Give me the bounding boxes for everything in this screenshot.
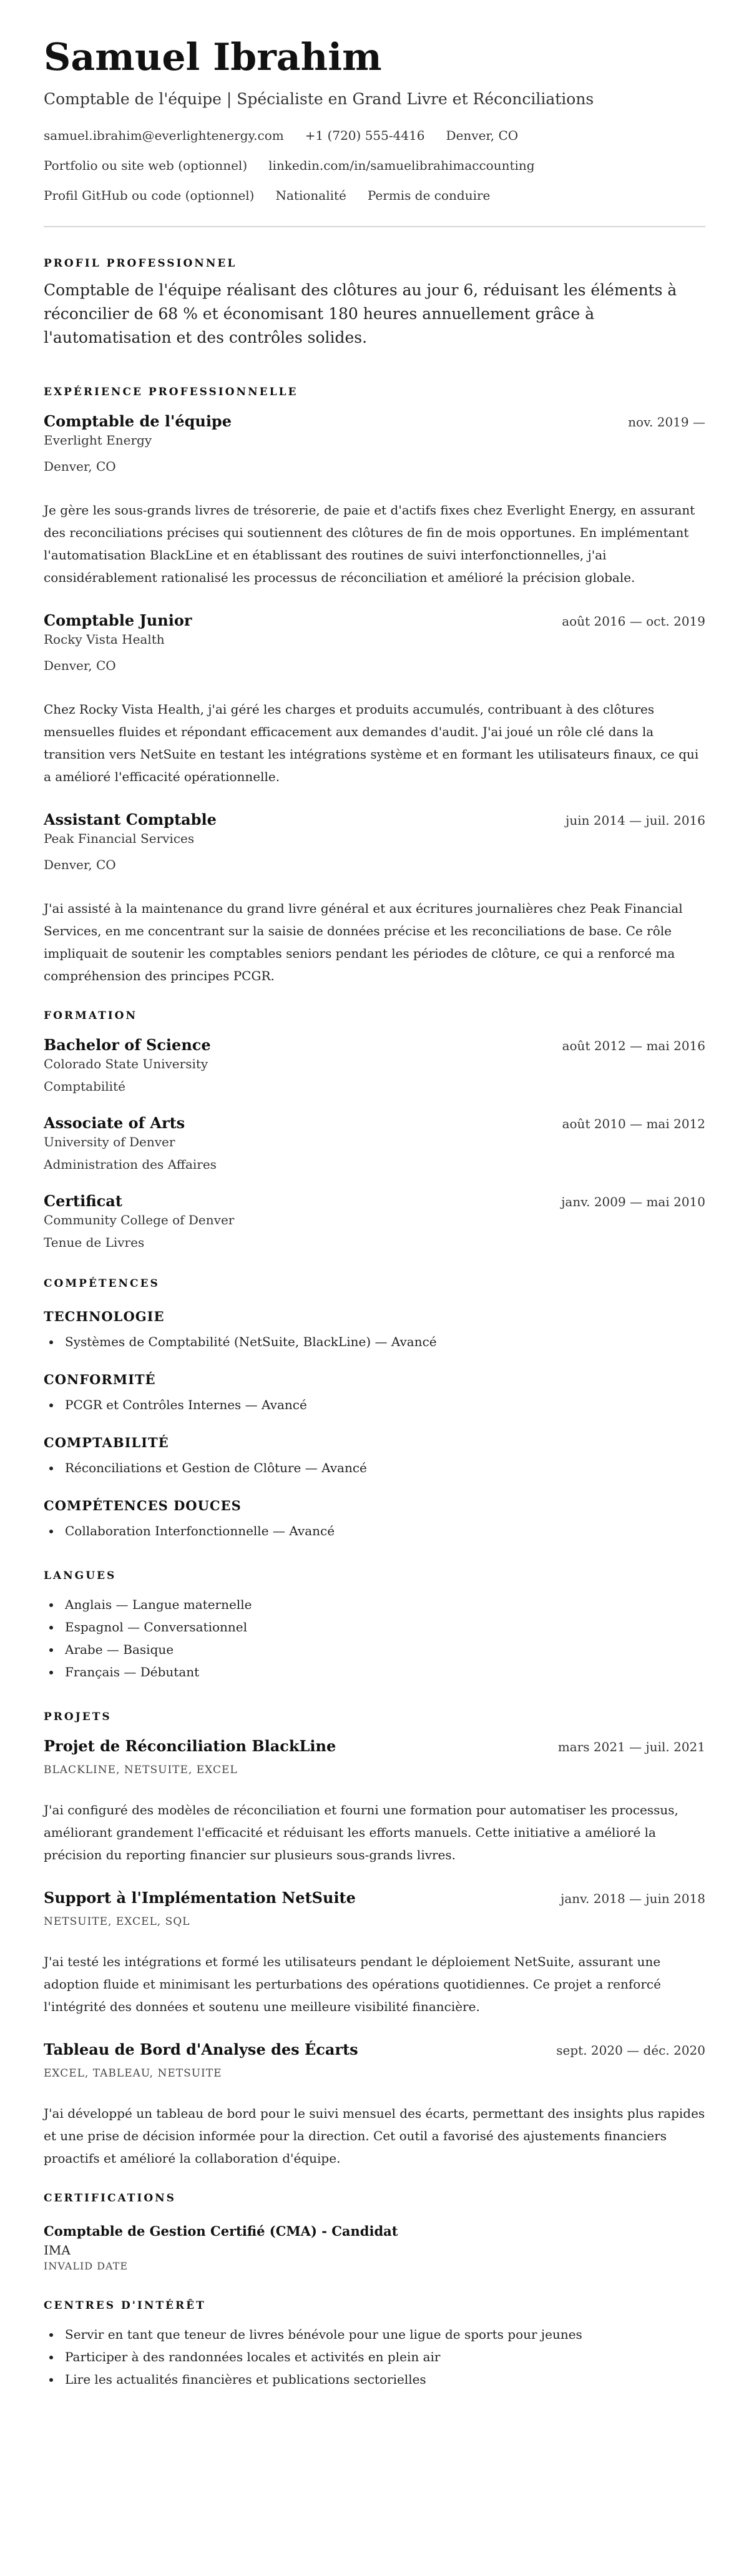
contact-row	[44, 126, 705, 145]
job-title: Assistant Comptable	[44, 810, 217, 828]
location-text: Denver, CO	[446, 128, 519, 143]
section-title: CENTRES D'INTÉRÊT	[44, 2299, 206, 2312]
section-title: PROFIL PROFESSIONNEL	[44, 257, 237, 270]
candidate-headline: Comptable de l'équipe | Spécialiste en Grand Livre et Réconciliations	[44, 90, 594, 108]
projects-section	[44, 1711, 705, 2170]
skill-item: • PCGR et Contrôles Internes — Avancé	[61, 1394, 705, 1416]
nationality-text: Nationalité	[275, 188, 346, 203]
license-text: Permis de conduire	[367, 188, 491, 203]
interests-section	[44, 2299, 705, 2391]
section-title: EXPÉRIENCE PROFESSIONNELLE	[44, 386, 298, 398]
project-tech: NETSUITE, EXCEL, SQL	[44, 1915, 190, 1928]
project-dates: janv. 2018 — juin 2018	[561, 1891, 705, 1906]
project-name: Support à l'Implémentation NetSuite	[44, 1889, 356, 1907]
project-tech: EXCEL, TABLEAU, NETSUITE	[44, 2067, 222, 2080]
school-name: University of Denver	[44, 1134, 175, 1149]
degree-title: Bachelor of Science	[44, 1036, 211, 1054]
skill-category-title: TECHNOLOGIE	[44, 1309, 165, 1324]
email-link[interactable]: samuel.ibrahim@everlightenergy.com	[44, 128, 284, 143]
skill-item: • Collaboration Interfonctionnelle — Avancé	[61, 1520, 705, 1542]
education-entry	[44, 1192, 705, 1252]
project-description: J'ai configuré des modèles de réconciliation et fourni une formation pour automatiser les processus, améliorant grandement l'efficacité et réduisant les efforts manuels. Cette initiative a amélioré la précision du reporting financier sur plusieurs sous-grands livres.	[44, 1802, 678, 1862]
skill-list	[44, 1457, 705, 1479]
links-row	[44, 156, 705, 175]
job-dates: nov. 2019 —	[628, 415, 705, 430]
job-description: J'ai assisté à la maintenance du grand livre général et aux écritures journalières chez Peak Financial Services, en me concentrant sur la saisie de données précise et les reconciliations de base. Ce rôle impliquait de soutenir les comptables seniors pendant les périodes de clôture, ce qui a renforcé ma compréhension des principes PCGR.	[44, 901, 683, 983]
project-name: Tableau de Bord d'Analyse des Écarts	[44, 2040, 358, 2058]
study-field: Comptabilité	[44, 1079, 125, 1094]
project-name: Projet de Réconciliation BlackLine	[44, 1737, 336, 1755]
section-title: LANGUES	[44, 1570, 117, 1582]
school-name: Community College of Denver	[44, 1212, 235, 1227]
portfolio-link[interactable]: Portfolio ou site web (optionnel)	[44, 158, 248, 173]
experience-entry	[44, 611, 705, 788]
job-location: Denver, CO	[44, 857, 116, 872]
school-name: Colorado State University	[44, 1056, 208, 1071]
company-name: Peak Financial Services	[44, 831, 195, 846]
job-dates: août 2016 — oct. 2019	[562, 614, 705, 629]
phone-text: +1 (720) 555-4416	[305, 128, 425, 143]
interest-item: • Servir en tant que teneur de livres bénévole pour une ligue de sports pour jeunes	[61, 2323, 705, 2346]
certifications-section	[44, 2192, 705, 2272]
language-item: • Espagnol — Conversationnel	[61, 1616, 705, 1638]
skill-item: • Réconciliations et Gestion de Clôture — Avancé	[61, 1457, 705, 1479]
job-title: Comptable de l'équipe	[44, 412, 232, 430]
extra-info-row	[44, 186, 705, 205]
header-divider	[44, 226, 705, 227]
project-description: J'ai développé un tableau de bord pour le suivi mensuel des écarts, permettant des insights plus rapides et une prise de décision informée pour la direction. Cet outil a favorisé des ajustements financiers proactifs et amélioré la collaboration d'équipe.	[44, 2106, 705, 2166]
project-description: J'ai testé les intégrations et formé les utilisateurs pendant le déploiement NetSuite, assurant une adoption fluide et minimisant les perturbations des opérations quotidiennes. Ce projet a renforcé l'intégrité des données et soutenu une meilleure visibilité financière.	[44, 1954, 661, 2014]
project-entry	[44, 2040, 705, 2170]
interest-item: • Lire les actualités financières et publications sectorielles	[61, 2368, 705, 2391]
skill-list	[44, 1520, 705, 1542]
certification-issuer: IMA	[44, 2243, 71, 2258]
company-name: Rocky Vista Health	[44, 632, 165, 647]
experience-section	[44, 386, 705, 987]
company-name: Everlight Energy	[44, 433, 152, 448]
job-description: Je gère les sous-grands livres de trésorerie, de paie et d'actifs fixes chez Everlight Energy, en assurant des reconciliations précises qui soutiennent des clôtures de fin de mois opportunes. En implémentant l'automatisation BlackLine et en établissant des routines de suivi interfonctionnelles, j'ai considérablement rationalisé les processus de réconciliation et amélioré la précision globale.	[44, 503, 695, 585]
profile-section	[44, 257, 705, 350]
project-entry	[44, 1737, 705, 1866]
project-dates: sept. 2020 — déc. 2020	[556, 2043, 705, 2058]
skill-list	[44, 1330, 705, 1353]
study-field: Administration des Affaires	[44, 1157, 217, 1172]
profile-summary: Comptable de l'équipe réalisant des clôtures au jour 6, réduisant les éléments à réconcilier de 68 % et économisant 180 heures annuellement grâce à l'automatisation et des contrôles solides.	[44, 281, 677, 347]
skill-item: • Systèmes de Comptabilité (NetSuite, BlackLine) — Avancé	[61, 1330, 705, 1353]
skills-section	[44, 1277, 705, 1542]
certification-date: INVALID DATE	[44, 2260, 129, 2272]
github-link[interactable]: Profil GitHub ou code (optionnel)	[44, 188, 255, 203]
section-title: CERTIFICATIONS	[44, 2192, 176, 2205]
experience-entry	[44, 412, 705, 589]
languages-section	[44, 1570, 705, 1683]
degree-title: Certificat	[44, 1192, 122, 1210]
project-entry	[44, 1889, 705, 2018]
language-list	[44, 1593, 705, 1683]
language-item: • Français — Débutant	[61, 1661, 705, 1683]
skill-category-title: CONFORMITÉ	[44, 1372, 156, 1387]
job-dates: juin 2014 — juil. 2016	[565, 813, 705, 828]
project-tech: BLACKLINE, NETSUITE, EXCEL	[44, 1764, 238, 1776]
section-title: PROJETS	[44, 1711, 112, 1723]
degree-title: Associate of Arts	[44, 1114, 185, 1132]
job-title: Comptable Junior	[44, 611, 192, 629]
language-item: • Arabe — Basique	[61, 1638, 705, 1661]
study-field: Tenue de Livres	[44, 1235, 145, 1250]
education-section	[44, 1010, 705, 1252]
section-title: COMPÉTENCES	[44, 1277, 160, 1290]
job-location: Denver, CO	[44, 459, 116, 474]
section-title: FORMATION	[44, 1010, 138, 1022]
linkedin-link[interactable]: linkedin.com/in/samuelibrahimaccounting	[268, 158, 535, 173]
language-item: • Anglais — Langue maternelle	[61, 1593, 705, 1616]
education-entry	[44, 1114, 705, 1174]
interest-list	[44, 2323, 705, 2391]
experience-entry	[44, 810, 705, 987]
certification-name: Comptable de Gestion Certifié (CMA) - Candidat	[44, 2223, 398, 2239]
education-dates: août 2012 — mai 2016	[562, 1038, 705, 1053]
interest-item: • Participer à des randonnées locales et activités en plein air	[61, 2346, 705, 2368]
education-dates: janv. 2009 — mai 2010	[561, 1194, 705, 1209]
job-description: Chez Rocky Vista Health, j'ai géré les charges et produits accumulés, contribuant à des clôtures mensuelles fluides et répondant efficacement aux demandes d'audit. J'ai joué un rôle clé dans la transition vers NetSuite en testant les intégrations système et en formant les utilisateurs finaux, ce qui a amélioré l'efficacité opérationnelle.	[44, 702, 699, 784]
candidate-name: Samuel Ibrahim	[44, 36, 382, 79]
skill-category-title: COMPTABILITÉ	[44, 1435, 169, 1450]
skill-category-title: COMPÉTENCES DOUCES	[44, 1498, 242, 1513]
education-entry	[44, 1036, 705, 1096]
project-dates: mars 2021 — juil. 2021	[557, 1739, 705, 1754]
job-location: Denver, CO	[44, 658, 116, 673]
skill-list	[44, 1394, 705, 1416]
education-dates: août 2010 — mai 2012	[562, 1116, 705, 1131]
